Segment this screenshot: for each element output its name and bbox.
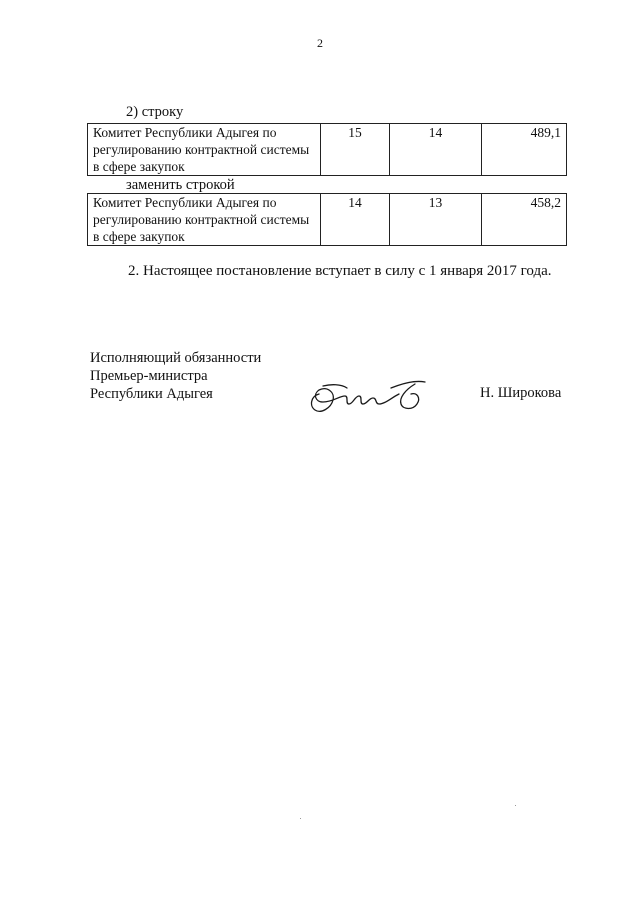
org-cell: Комитет Республики Адыгея по регулированию контрактной системы в сфере закупок (88, 194, 321, 246)
scan-speck (300, 818, 301, 819)
signatory-title-line: Исполняющий обязанности (90, 350, 262, 366)
signatory-title-line: Премьер-министра (90, 368, 208, 384)
value-cell: 15 (321, 124, 389, 176)
value-cell: 489,1 (482, 124, 567, 176)
signer-name: Н. Широкова (480, 385, 562, 401)
value-cell: 13 (389, 194, 482, 246)
scan-speck (515, 805, 516, 806)
value-cell: 14 (389, 124, 482, 176)
value-cell: 14 (321, 194, 389, 246)
signatory-title-line: Республики Адыгея (90, 386, 213, 402)
signatory-title (90, 349, 261, 403)
new-row-table (87, 193, 567, 246)
table-row (88, 194, 567, 246)
page-number: 2 (317, 36, 323, 50)
item-label: 2) строку (126, 104, 184, 120)
value-cell: 458,2 (482, 194, 567, 246)
table-row (88, 124, 567, 176)
effective-date-paragraph: 2. Настоящее постановление вступает в силу с 1 января 2017 года. (128, 263, 552, 279)
org-cell: Комитет Республики Адыгея по регулированию контрактной системы в сфере закупок (88, 124, 321, 176)
replace-label: заменить строкой (126, 177, 235, 193)
handwritten-signature (305, 372, 445, 422)
old-row-table (87, 123, 567, 176)
